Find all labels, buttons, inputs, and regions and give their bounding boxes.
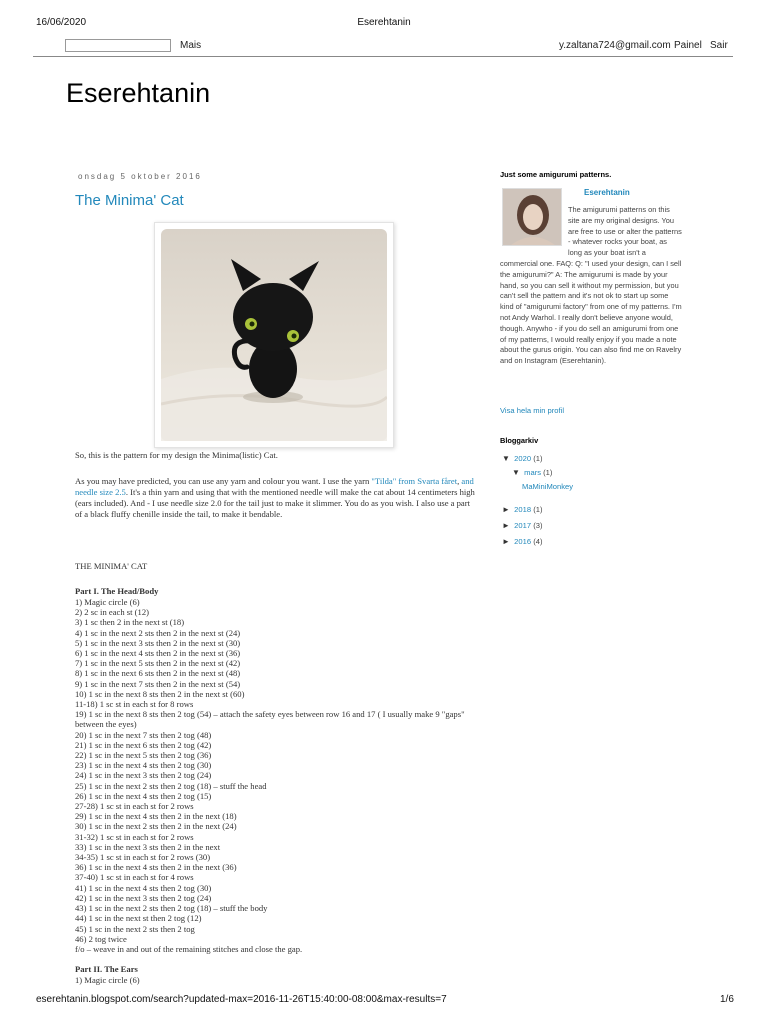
part1-title: Part I. The Head/Body — [75, 586, 159, 596]
archive-year-2018[interactable] — [502, 505, 542, 514]
pattern-step: 8) 1 sc in the next 6 sts then 2 in the next st (48) — [75, 668, 241, 679]
part2-section — [75, 964, 475, 985]
pattern-step: 5) 1 sc in the next 3 sts then 2 in the next st (30) — [75, 637, 241, 648]
profile-photo-spacer — [500, 205, 568, 255]
profile-name[interactable]: Eserehtanin — [584, 188, 630, 197]
yarn-link[interactable]: "Tilda" from Svarta fåret — [371, 476, 458, 486]
needle-link[interactable]: and needle size 2.5 — [75, 476, 474, 497]
pattern-step: 1) Magic circle (6) — [75, 597, 140, 607]
pattern-step: 26) 1 sc in the next 4 sts then 2 tog (15) — [75, 790, 212, 801]
pattern-step: 11-18) 1 sc st in each st for 8 rows — [75, 699, 194, 710]
part1-section — [75, 586, 475, 954]
search-input[interactable] — [65, 39, 171, 52]
pattern-step: 23) 1 sc in the next 4 sts then 2 tog (30) — [75, 760, 212, 771]
footer-url: eserehtanin.blogspot.com/search?updated-max=2016-11-26T15:40:00-08:00&max-results=7 — [36, 994, 447, 1005]
pattern-step: 4) 1 sc in the next 2 sts then 2 in the next st (24) — [75, 627, 241, 638]
print-title: Eserehtanin — [357, 17, 411, 28]
pattern-step: 31-32) 1 sc st in each st for 2 rows — [75, 831, 194, 842]
sidebar-tagline — [500, 170, 685, 179]
yarn-text-b: , — [457, 476, 462, 486]
pattern-step: 25) 1 sc in the next 2 sts then 2 tog (18) – stuff the head — [75, 780, 267, 791]
triangle-right-icon[interactable]: ► — [502, 537, 510, 546]
archive-2018-count: (1) — [533, 505, 543, 514]
pattern-step: 29) 1 sc in the next 4 sts then 2 in the next (18) — [75, 811, 237, 822]
intro-paragraph: So, this is the pattern for my design the Minima(listic) Cat. — [75, 450, 278, 460]
pattern-step: 10) 1 sc in the next 8 sts then 2 in the next st (60) — [75, 688, 245, 699]
archive-heading: Bloggarkiv — [500, 436, 539, 445]
pattern-step: 46) 2 tog twice — [75, 933, 127, 944]
user-email: y.zaltana724@gmail.com — [559, 40, 671, 51]
triangle-down-icon[interactable]: ▼ — [502, 454, 510, 463]
pattern-step: 44) 1 sc in the next st then 2 tog (12) — [75, 913, 202, 924]
pattern-step: 27-28) 1 sc st in each st for 2 rows — [75, 801, 194, 812]
yarn-paragraph — [75, 476, 475, 520]
pattern-step: 37-40) 1 sc st in each st for 4 rows — [75, 872, 194, 883]
pattern-step: 33) 1 sc in the next 3 sts then 2 in the next — [75, 841, 221, 852]
view-full-profile-link[interactable]: Visa hela min profil — [500, 406, 565, 415]
part2-title: Part II. The Ears — [75, 964, 138, 974]
pattern-step: 41) 1 sc in the next 4 sts then 2 tog (30) — [75, 882, 212, 893]
pattern-title — [75, 561, 475, 572]
part1-list — [75, 597, 475, 954]
print-header — [0, 17, 768, 31]
archive-2017-count: (3) — [533, 521, 543, 530]
pattern-title-text: THE MINIMA' CAT — [75, 561, 148, 571]
archive-2016-link[interactable]: 2016 — [514, 537, 532, 546]
pattern-step: 42) 1 sc in the next 3 sts then 2 tog (24) — [75, 892, 212, 903]
yarn-text-c: . It's a thin yarn and using that with the mentioned needle will make the cat about 14 centimeters high (ears included). And - I use needle size 2.0 for the tail just to make it slimmer. You do as you wish. I also use a part of a black fluffy chenille inside the tail, to make it bendable. — [75, 487, 475, 519]
archive-year-2020[interactable] — [502, 454, 542, 463]
page-number: 1/6 — [720, 994, 734, 1005]
archive-year-2017[interactable] — [502, 521, 542, 530]
pattern-step: 21) 1 sc in the next 6 sts then 2 tog (42) — [75, 739, 212, 750]
post-title[interactable]: The Minima' Cat — [75, 192, 184, 209]
archive-2016-count: (4) — [533, 537, 543, 546]
pattern-step: 1) Magic circle (6) — [75, 975, 140, 985]
archive-post-link[interactable]: MaMiniMonkey — [522, 482, 574, 491]
pattern-step: 3) 1 sc then 2 in the next st (18) — [75, 617, 185, 628]
pattern-step: 20) 1 sc in the next 7 sts then 2 tog (48) — [75, 729, 212, 740]
sign-out-link[interactable]: Sair — [710, 40, 728, 51]
pattern-step: 22) 1 sc in the next 5 sts then 2 tog (36) — [75, 750, 212, 761]
archive-2020-count: (1) — [533, 454, 543, 463]
pattern-step: 34-35) 1 sc st in each st for 2 rows (30) — [75, 852, 211, 863]
pattern-step: 24) 1 sc in the next 3 sts then 2 tog (24) — [75, 770, 212, 781]
pattern-step: 43) 1 sc in the next 2 sts then 2 tog (18) – stuff the body — [75, 903, 268, 914]
archive-2018-link[interactable]: 2018 — [514, 505, 532, 514]
archive-mars-link[interactable]: mars — [524, 468, 542, 477]
pattern-step: 36) 1 sc in the next 4 sts then 2 in the next (36) — [75, 862, 237, 873]
pattern-step: 30) 1 sc in the next 2 sts then 2 in the next (24) — [75, 821, 237, 832]
post-image-frame[interactable] — [154, 222, 394, 448]
profile-description — [500, 205, 682, 367]
post-body-intro — [75, 450, 475, 461]
pattern-step: 9) 1 sc in the next 7 sts then 2 in the next st (54) — [75, 678, 241, 689]
pattern-step: 19) 1 sc in the next 8 sts then 2 tog (54) – attach the safety eyes between row 16 and 17 ( I usually make 9 "gaps" between the eyes) — [75, 709, 465, 730]
archive-year-2016[interactable] — [502, 537, 542, 546]
pattern-step: 7) 1 sc in the next 5 sts then 2 in the next st (42) — [75, 658, 241, 669]
pattern-step: 6) 1 sc in the next 4 sts then 2 in the next st (36) — [75, 648, 241, 659]
triangle-right-icon[interactable]: ► — [502, 505, 510, 514]
archive-2017-link[interactable]: 2017 — [514, 521, 532, 530]
profile-description-text: The amigurumi patterns on this site are my original designs. You are free to use or alter the patterns - whatever rocks your boat, as long as your boat isn't a commercial one. FAQ: Q: "I used your design, can I sell the amigurumi?" A: The amigurumi is made by your hand, so you can sell it without my permission, but you can't sell the pattern and it's not ok to start up some kind of "amigurumi factory" from one of my patterns. I'm not Andy Warhol. I really don't believe anyone would, though. Anywho - if you do sell an amigurumi from one of my patterns, I would really enjoy if you made a note about the gurus origin. You can also find me on Ravelry and on Instagram (Eserehtanin). — [500, 205, 682, 366]
triangle-down-icon[interactable]: ▼ — [512, 468, 520, 477]
pattern-step: 45) 1 sc in the next 2 sts then 2 tog — [75, 923, 195, 934]
triangle-right-icon[interactable]: ► — [502, 521, 510, 530]
archive-month-mars[interactable] — [512, 468, 552, 477]
more-link[interactable]: Mais — [180, 40, 202, 51]
dashboard-link[interactable]: Painel — [674, 40, 702, 51]
blog-title[interactable]: Eserehtanin — [66, 78, 211, 108]
archive-2020-link[interactable]: 2020 — [514, 454, 532, 463]
blogger-navbar — [33, 36, 733, 57]
print-date: 16/06/2020 — [36, 17, 87, 28]
black-cat-amigurumi-photo — [161, 229, 387, 441]
pattern-step: 2) 2 sc in each st (12) — [75, 607, 149, 618]
archive-mars-count: (1) — [543, 468, 553, 477]
part2-list — [75, 975, 475, 985]
pattern-step: f/o – weave in and out of the remaining stitches and close the gap. — [75, 943, 303, 954]
tagline-text: Just some amigurumi patterns. — [500, 170, 612, 179]
post-date: onsdag 5 oktober 2016 — [78, 172, 202, 181]
archive-post-item[interactable] — [522, 482, 573, 491]
yarn-text-a: As you may have predicted, you can use any yarn and colour you want. I use the yarn — [75, 476, 372, 486]
